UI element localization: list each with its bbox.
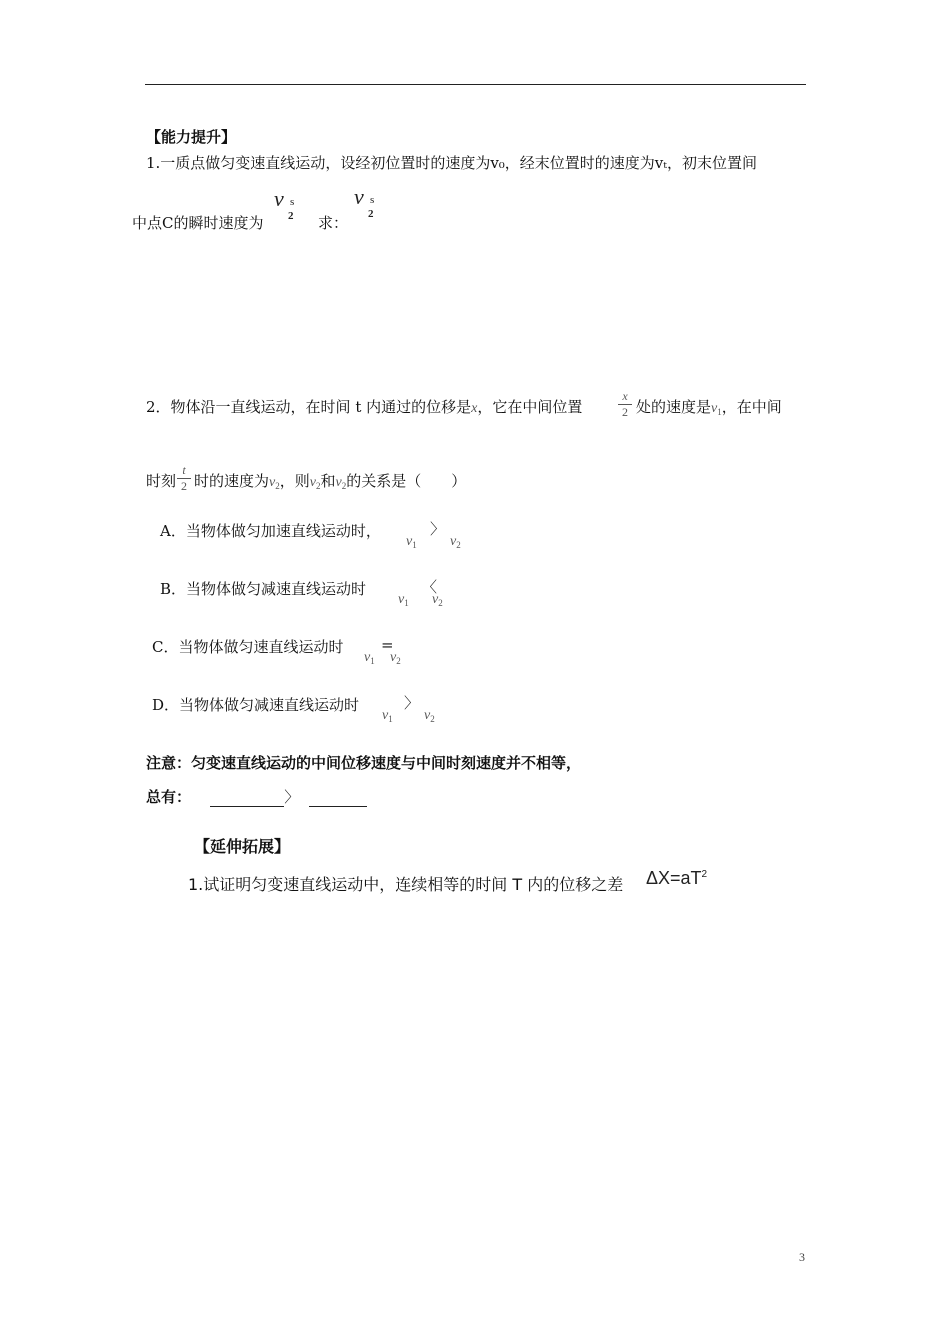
option-d-relation: 〉 bbox=[404, 694, 420, 712]
v-sub-s-1: s bbox=[290, 196, 295, 208]
option-d-text: D．当物体做匀减速直线运动时 bbox=[152, 696, 360, 714]
option-a-relation: 〉 bbox=[430, 520, 446, 538]
option-b-relation: 〈 bbox=[422, 578, 438, 596]
v-sub-2-1: 2 bbox=[288, 210, 294, 222]
note-total: 总有： 〉 bbox=[146, 786, 367, 807]
fraction-x-over-2: x 2 bbox=[618, 390, 632, 419]
formula-delta-x: $\Delta X=aT^2$ bbox=[646, 868, 708, 888]
option-a-v2: $v_2$ bbox=[450, 534, 461, 550]
section-title-ability: 【能力提升】 bbox=[146, 128, 237, 146]
v-s-half-symbol-2: v bbox=[354, 184, 364, 209]
section-title-extension: 【延伸拓展】 bbox=[194, 837, 291, 856]
note-text: 注意：匀变速直线运动的中间位移速度与中间时刻速度并不相等， bbox=[146, 754, 582, 772]
v2-symbol-b: $v_2$ bbox=[309, 475, 321, 491]
option-c-v2: $v_2$ bbox=[390, 650, 401, 666]
option-d-v2: $v_2$ bbox=[424, 708, 435, 724]
question-1-line2-prefix: 中点C的瞬时速度为 bbox=[132, 214, 264, 232]
fraction-t-over-2: t 2 bbox=[177, 464, 191, 493]
v-sub-2-2: 2 bbox=[368, 208, 374, 220]
question-1-line1: 1.一质点做匀变速直线运动，设经初位置时的速度为v₀，经末位置时的速度为vₜ，初末位置间 bbox=[146, 154, 757, 172]
question-2-line1: 2．物体沿一直线运动，在时间 t 内通过的位移是x，它在中间位置 bbox=[146, 398, 583, 416]
v-s-half-symbol-1: v bbox=[274, 186, 284, 211]
v-sub-s-2: s bbox=[370, 194, 375, 206]
question-2-line2-end: 时的速度为$v_2$，则$v_2$和$v_2$的关系是（ ） bbox=[194, 472, 467, 491]
blank-2 bbox=[309, 792, 367, 807]
option-c-v1: $v_1$ bbox=[364, 650, 375, 666]
v1-symbol: $v_1$ bbox=[711, 401, 722, 417]
option-b-v2: $v_2$ bbox=[432, 592, 443, 608]
v2-symbol: $v_2$ bbox=[269, 475, 280, 491]
extension-item-1: 1.试证明匀变速直线运动中，连续相等的时间 T 内的位移之差 bbox=[188, 875, 624, 894]
option-a-v1: $v_1$ bbox=[406, 534, 417, 550]
option-b-text: B．当物体做匀减速直线运动时 bbox=[160, 580, 367, 598]
option-a-text: A．当物体做匀加速直线运动时， bbox=[160, 522, 381, 540]
question-2-line2-start: 时刻 bbox=[146, 472, 177, 490]
option-b-v1: $v_1$ bbox=[398, 592, 409, 608]
page-number: 3 bbox=[799, 1250, 805, 1264]
v2-symbol-c: $v_2$ bbox=[335, 475, 347, 491]
blank-1 bbox=[210, 792, 284, 807]
option-c-text: C．当物体做匀速直线运动时 bbox=[152, 638, 344, 656]
option-c-relation: = bbox=[381, 636, 394, 654]
option-d-v1: $v_1$ bbox=[382, 708, 393, 724]
question-1-ask: 求： bbox=[318, 214, 349, 232]
top-rule bbox=[145, 84, 806, 85]
question-2-line1-end: 处的速度是$v_1$，在中间 bbox=[636, 398, 782, 417]
